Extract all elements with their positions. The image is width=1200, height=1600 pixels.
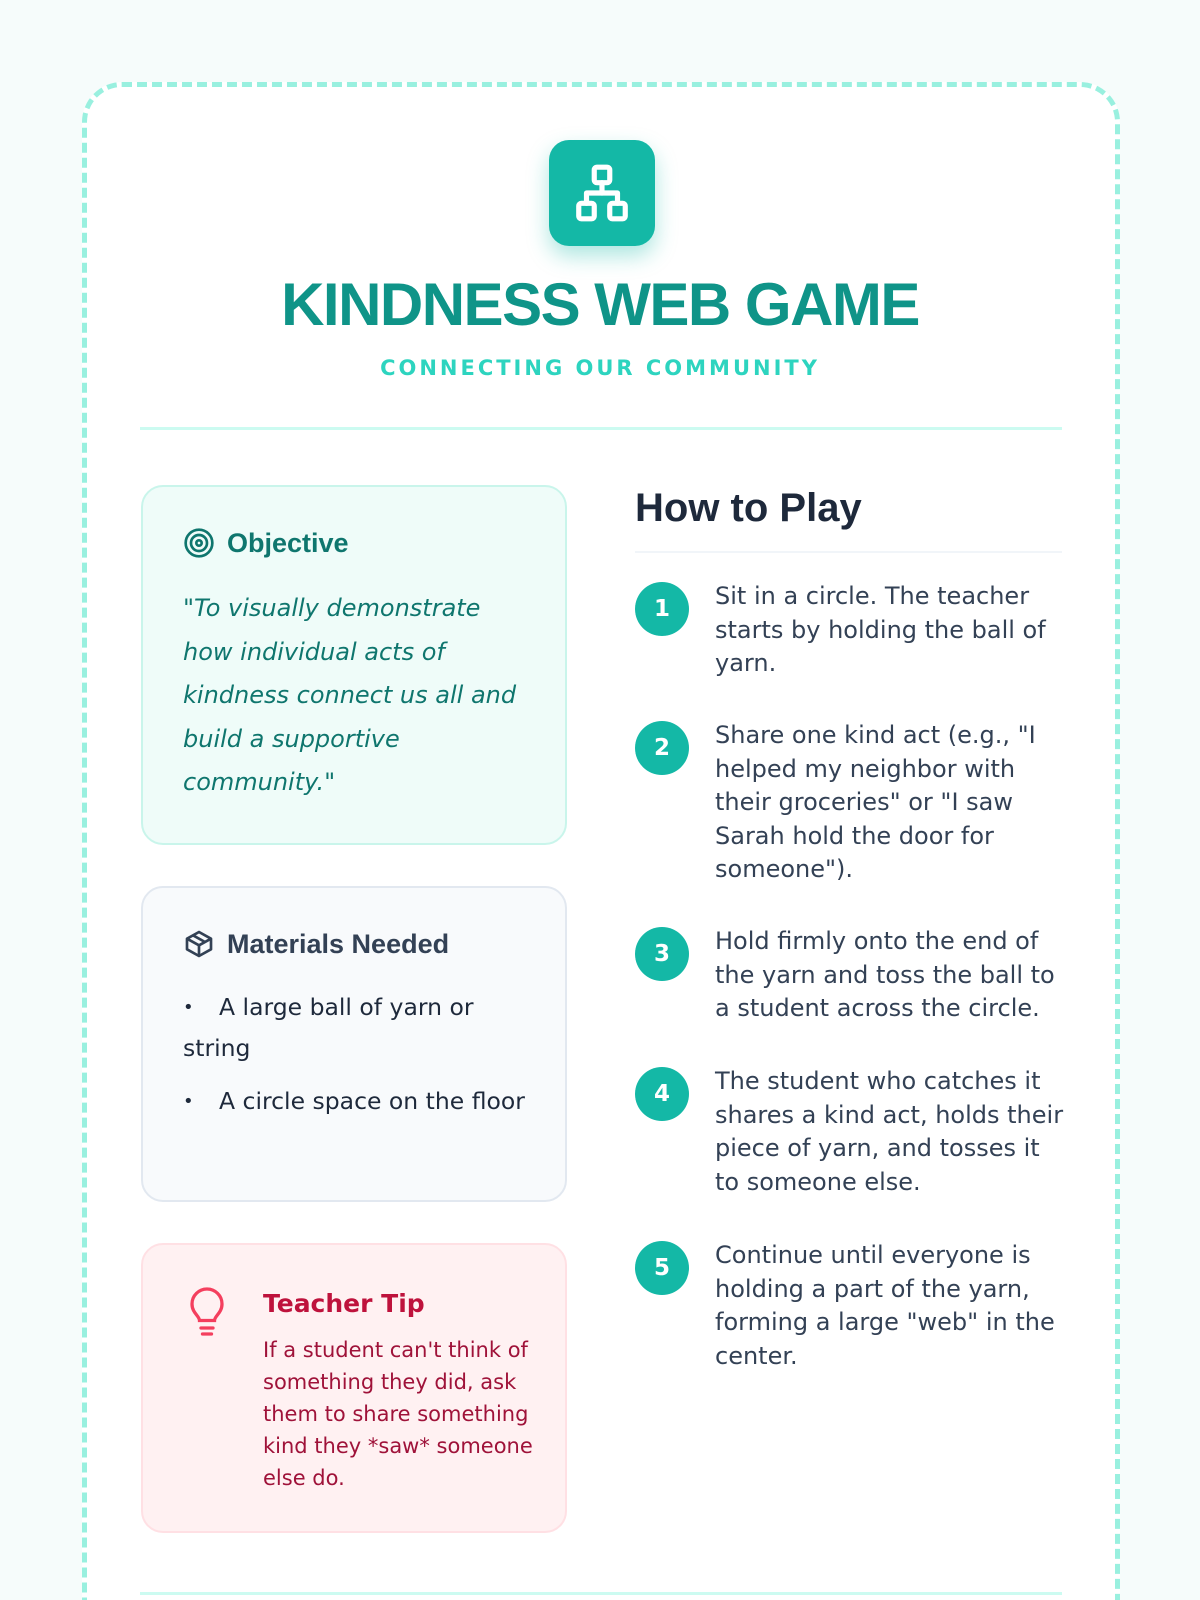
list-item: • A circle space on the floor (183, 1087, 525, 1115)
materials-heading-label: Materials Needed (227, 928, 450, 959)
target-icon (183, 527, 215, 559)
step-text: Hold firmly onto the end of the yarn and toss the ball to a student across the circle. (715, 927, 1055, 1022)
sitemap-network-icon (571, 162, 633, 224)
objective-panel (141, 485, 567, 845)
step-number-badge: 3 (635, 927, 689, 981)
teacher-tip-heading: Teacher Tip (263, 1289, 425, 1318)
box-icon (183, 928, 215, 960)
objective-text: "To visually demonstrate how individual acts of kindness connect us all and build a supportive community." (183, 594, 517, 796)
page-title: KINDNESS WEB GAME (281, 271, 919, 338)
step-number-badge: 1 (635, 582, 689, 636)
materials-heading (183, 928, 449, 960)
objective-heading-label: Objective (227, 527, 349, 558)
step-text: Sit in a circle. The teacher starts by holding the ball of yarn. (715, 582, 1046, 677)
footer-divider (140, 1592, 1062, 1595)
teacher-tip-panel (141, 1243, 567, 1533)
list-item: • A large ball of yarn or string (183, 993, 474, 1062)
lightbulb-icon (189, 1287, 225, 1339)
objective-heading (183, 527, 349, 559)
step-number-badge: 2 (635, 721, 689, 775)
teacher-tip-text: If a student can't think of something they did, ask them to share something kind they *saw* someone else do. (263, 1338, 533, 1490)
step-number-badge: 4 (635, 1067, 689, 1121)
logo-badge (549, 140, 655, 246)
materials-list (183, 987, 529, 1135)
step-number-badge: 5 (635, 1241, 689, 1295)
step-text: Share one kind act (e.g., "I helped my neighbor with their groceries" or "I saw Sarah hold the door for someone"). (715, 721, 1036, 883)
page-subtitle: CONNECTING OUR COMMUNITY (380, 356, 820, 380)
step-text: The student who catches it shares a kind act, holds their piece of yarn, and tosses it to someone else. (715, 1067, 1064, 1196)
how-to-play-heading: How to Play (635, 486, 862, 530)
materials-panel (141, 886, 567, 1202)
how-to-play-divider (635, 551, 1062, 553)
header-divider (140, 427, 1062, 430)
step-text: Continue until everyone is holding a part of the yarn, forming a large "web" in the center. (715, 1241, 1055, 1370)
